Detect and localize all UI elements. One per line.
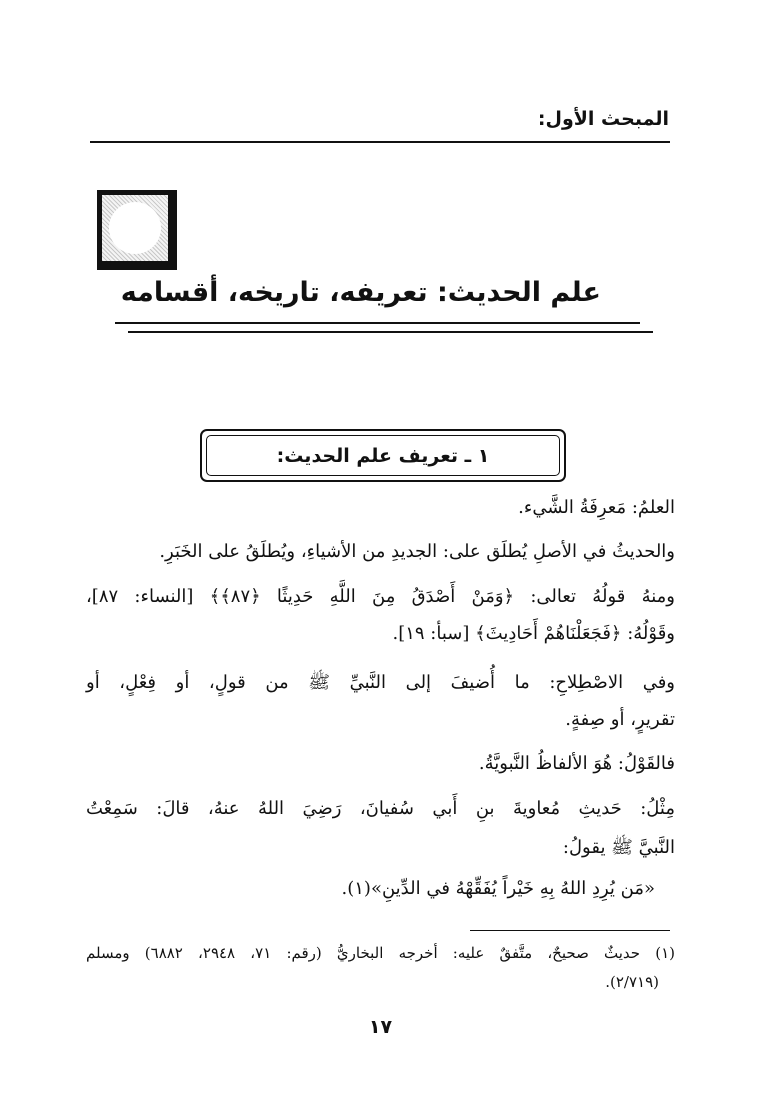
section-divider: [90, 141, 670, 143]
section-label: المبحث الأول:: [537, 108, 669, 130]
body-line: العلمُ: مَعرِفَةُ الشَّيء.: [518, 497, 675, 518]
body-line: فالقَوْلُ: هُوَ الألفاظُ النَّبويَّةُ.: [478, 753, 675, 774]
body-line: «مَن يُرِدِ اللهُ بِهِ خَيْراً يُفَقِّهْهُ في الدِّينِ»(١).: [341, 878, 655, 899]
chapter-title: علم الحديث: تعريفه، تاريخه، أقسامه: [120, 277, 601, 308]
subsection-title: ١ ـ تعريف علم الحديث:: [276, 444, 490, 467]
body-line: وقَوْلُهُ: ﴿فَجَعَلْنَاهُمْ أَحَادِيثَ﴾ [سبأ: ١٩].: [392, 623, 675, 644]
subsection-title-box: [200, 429, 566, 482]
body-line: تقريرٍ، أو صِفةٍ.: [565, 709, 675, 730]
body-line: مِثْلُ: حَديثِ مُعاويةَ بنِ أَبي سُفيانَ، رَضِيَ اللهُ عنهُ، قالَ: سَمِعْتُ: [86, 798, 675, 819]
page-number: ١٧: [368, 1016, 393, 1038]
body-line: والحديثُ في الأصلِ يُطلَق على: الجديدِ من الأشياءِ، ويُطلَقُ على الخَبَرِ.: [159, 541, 675, 562]
chapter-underline-top: [115, 322, 640, 324]
footnote-line: (١) حديثٌ صحيحٌ، متَّفقٌ عليه: أخرجه البخاريُّ (رقم: ٧١، ٢٩٤٨، ٦٨٨٢) ومسلم: [86, 944, 675, 962]
footnote-divider: [470, 930, 670, 931]
body-line: النَّبيَّ ﷺ يقولُ:: [562, 837, 675, 858]
body-line: ومنهُ قولُهُ تعالى: ﴿وَمَنْ أَصْدَقُ مِنَ اللَّهِ حَدِيثًا ﴿٨٧﴾﴾ [النساء: ٨٧]،: [86, 586, 676, 607]
chapter-ornament-icon: [97, 190, 177, 270]
body-line: وفي الاصْطِلاحِ: ما أُضيفَ إلى النَّبيِّ ﷺ من قولٍ، أو فِعْلٍ، أو: [86, 672, 675, 693]
chapter-underline-bottom: [128, 331, 653, 333]
footnote-line: (٢/٧١٩).: [605, 973, 659, 991]
